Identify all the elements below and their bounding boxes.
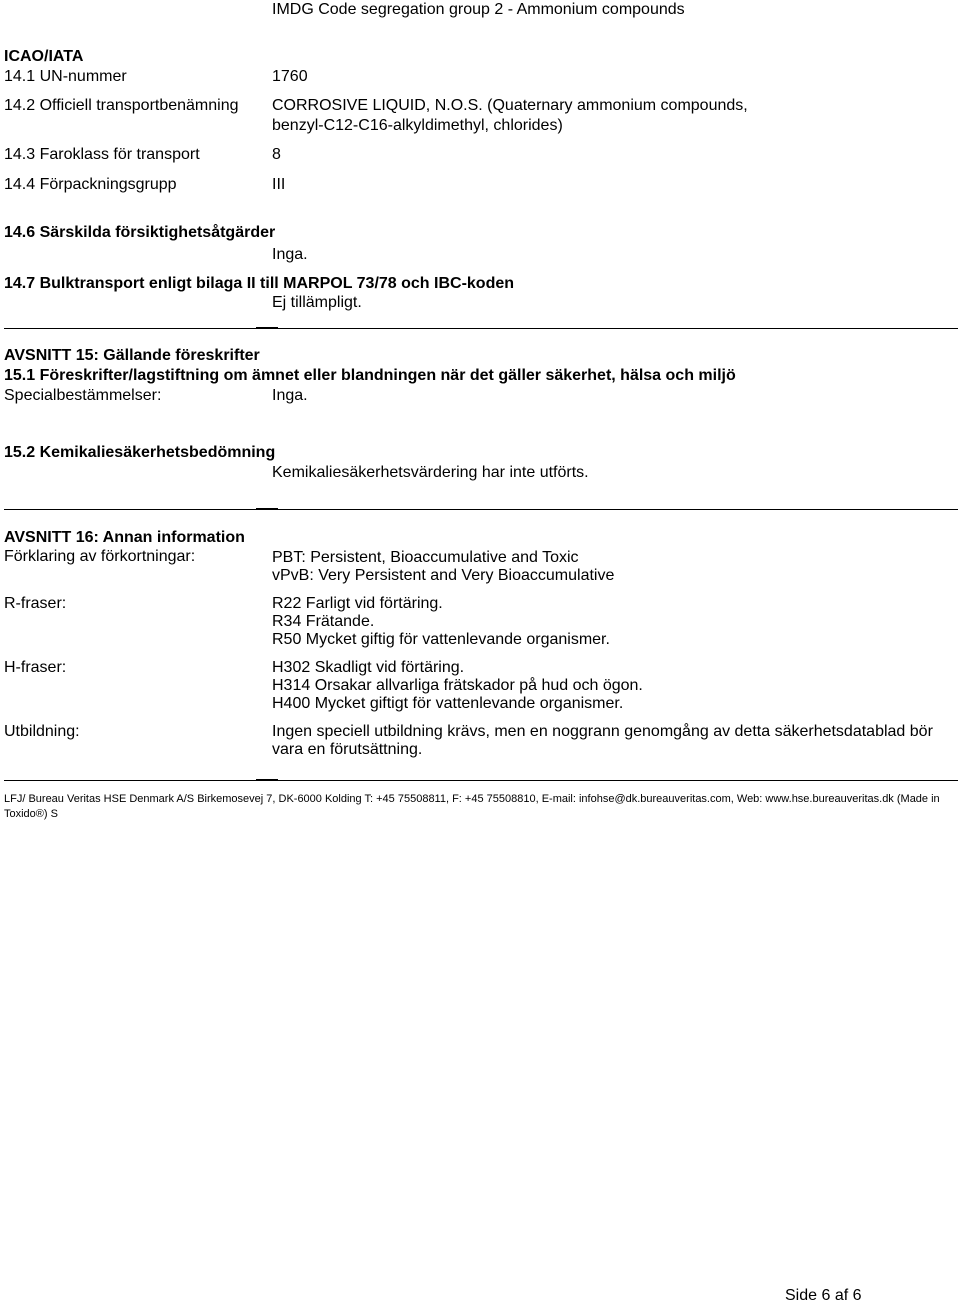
regulations-subheading: 15.1 Föreskrifter/lagstiftning om ämnet eller blandningen när det gäller säkerhet, hälsa och miljö: [4, 367, 736, 384]
r-phrase-line: R50 Mycket giftig för vattenlevande organismer.: [272, 631, 610, 648]
section-divider: [4, 509, 958, 510]
training-label: Utbildning:: [4, 723, 80, 740]
icao-heading: ICAO/IATA: [4, 48, 84, 65]
h-phrase-line: H400 Mycket giftigt för vattenlevande organismer.: [272, 695, 624, 712]
special-precautions-value: Inga.: [272, 246, 308, 263]
section-16-heading: AVSNITT 16: Annan information: [4, 529, 245, 546]
chemical-safety-value: Kemikaliesäkerhetsvärdering har inte utförts.: [272, 464, 589, 481]
r-phrases-label: R-fraser:: [4, 595, 67, 612]
shipping-name-value-line2: benzyl-C12-C16-alkyldimethyl, chlorides): [272, 117, 563, 134]
bulk-transport-value: Ej tillämpligt.: [272, 294, 362, 311]
page-header-title: IMDG Code segregation group 2 - Ammonium compounds: [272, 1, 685, 18]
special-provisions-value: Inga.: [272, 387, 308, 404]
shipping-name-label: 14.2 Officiell transportbenämning: [4, 97, 239, 114]
h-phrases-label: H-fraser:: [4, 659, 67, 676]
hazard-class-label: 14.3 Faroklass för transport: [4, 146, 200, 163]
h-phrase-line: H314 Orsakar allvarliga frätskador på hud och ögon.: [272, 677, 643, 694]
hazard-class-value: 8: [272, 146, 281, 163]
training-line: vara en förutsättning.: [272, 741, 423, 758]
r-phrase-line: R34 Frätande.: [272, 613, 375, 630]
packing-group-value: III: [272, 176, 286, 193]
shipping-name-value-line1: CORROSIVE LIQUID, N.O.S. (Quaternary ammonium compounds,: [272, 97, 748, 114]
chemical-safety-heading: 15.2 Kemikaliesäkerhetsbedömning: [4, 444, 276, 461]
abbreviation-line: vPvB: Very Persistent and Very Bioaccumulative: [272, 567, 615, 584]
special-provisions-label: Specialbestämmelser:: [4, 387, 162, 404]
special-precautions-heading: 14.6 Särskilda försiktighetsåtgärder: [4, 224, 276, 241]
abbreviation-line: PBT: Persistent, Bioaccumulative and Toxic: [272, 549, 579, 566]
section-15-heading: AVSNITT 15: Gällande föreskrifter: [4, 347, 260, 364]
section-divider: [4, 780, 958, 781]
footer-address-line2: Toxido®) S: [4, 808, 58, 820]
packing-group-label: 14.4 Förpackningsgrupp: [4, 176, 177, 193]
bulk-transport-heading: 14.7 Bulktransport enligt bilaga II till MARPOL 73/78 och IBC-koden: [4, 275, 515, 292]
h-phrase-line: H302 Skadligt vid förtäring.: [272, 659, 465, 676]
footer-address: LFJ/ Bureau Veritas HSE Denmark A/S Birkemosevej 7, DK-6000 Kolding T: +45 75508811, F: +45 75508810, E-mail: infohse@dk.bureauveritas.com, Web: www.hse.bureauveritas.dk (Made in: [4, 793, 940, 805]
page-number: Side 6 af 6: [785, 1287, 862, 1304]
abbreviations-label: Förklaring av förkortningar:: [4, 548, 196, 565]
un-number-value: 1760: [272, 68, 308, 85]
r-phrase-line: R22 Farligt vid förtäring.: [272, 595, 443, 612]
training-line: Ingen speciell utbildning krävs, men en noggrann genomgång av detta säkerhetsdatablad bör: [272, 723, 933, 740]
un-number-label: 14.1 UN-nummer: [4, 68, 127, 85]
section-divider: [4, 328, 958, 329]
